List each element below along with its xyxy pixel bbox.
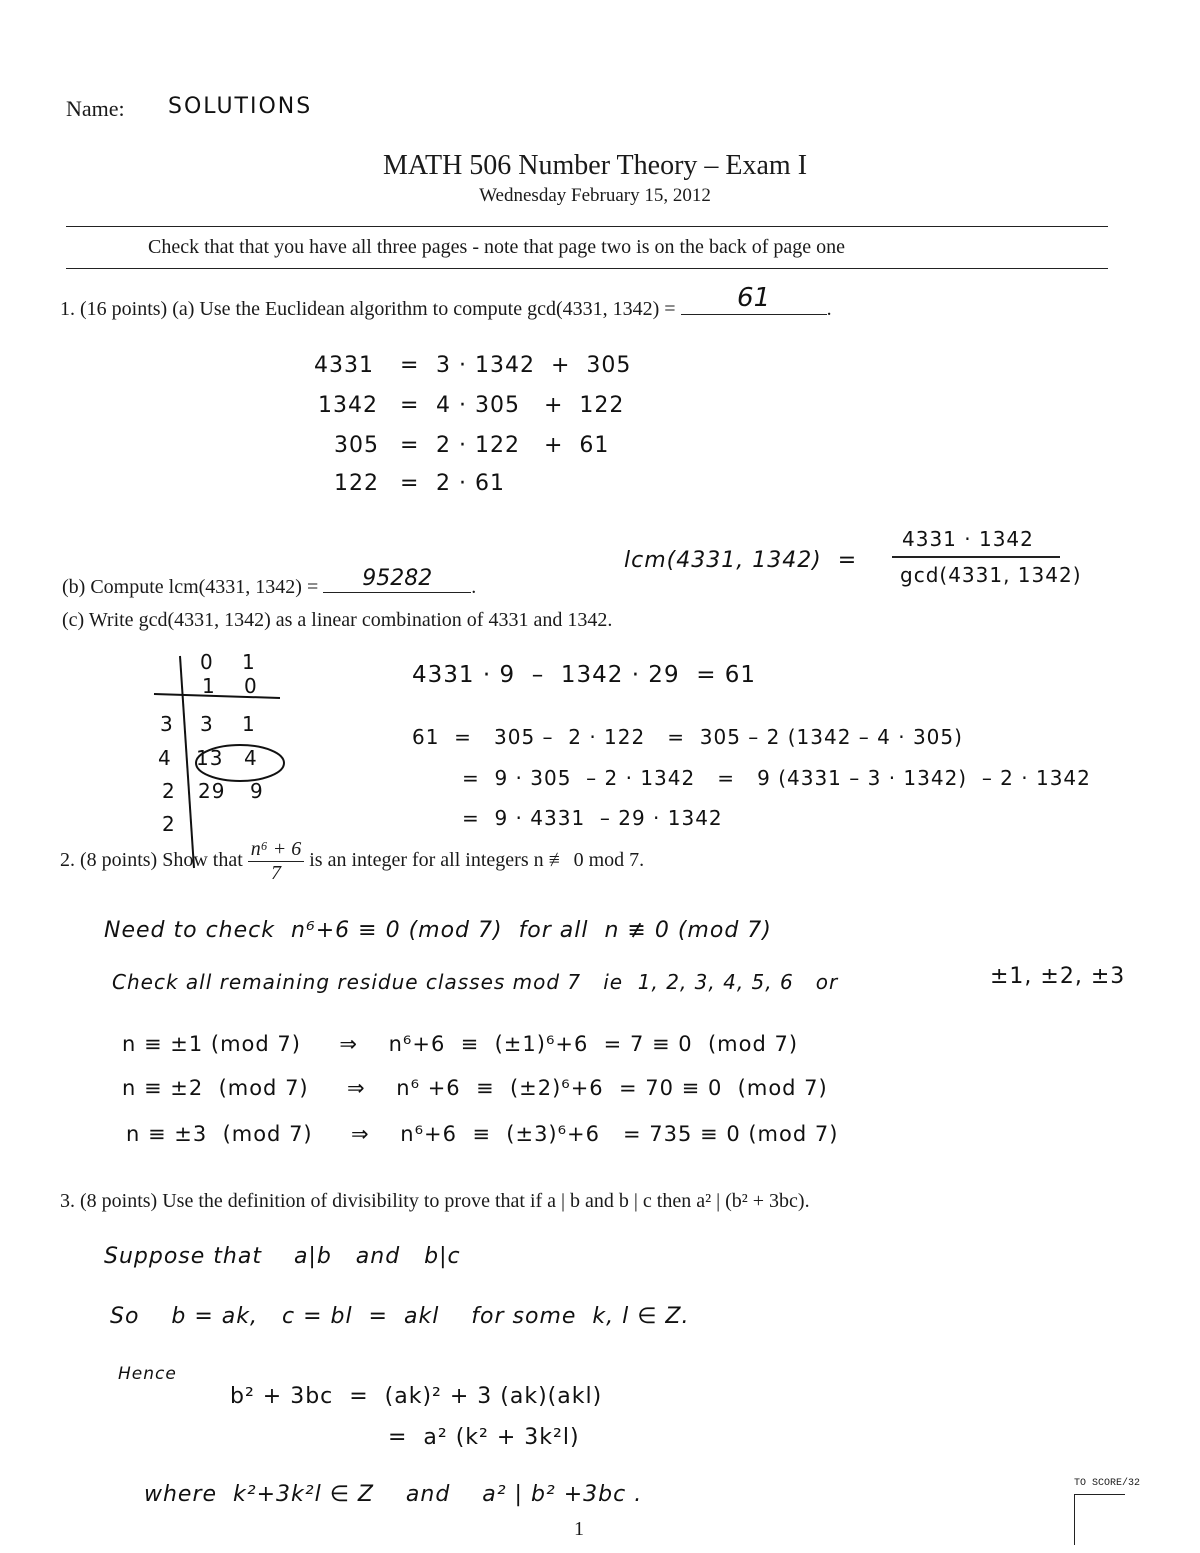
name-label: Name: <box>66 96 125 121</box>
table-r2-b: 0 <box>244 674 258 698</box>
table-a-2: 29 <box>198 779 226 803</box>
q2-fraction <box>248 838 304 885</box>
euclid-rhs-1: 4 · 305 + 122 <box>436 393 625 418</box>
euclid-lhs-1: 1342 <box>318 393 378 418</box>
q2-line-0: Need to check n⁶+6 ≡ 0 (mod 7) for all n ≢ 0 (mod 7) <box>104 918 772 943</box>
table-q-3: 2 <box>162 812 176 836</box>
table-r1-b: 1 <box>242 650 256 674</box>
lcm-fraction-bar <box>892 556 1060 558</box>
table-q-2: 2 <box>162 779 176 803</box>
page-number: 1 <box>574 1518 584 1540</box>
q1a-prompt-text: 1. (16 points) (a) Use the Euclidean algorithm to compute gcd(4331, 1342) = <box>60 298 676 320</box>
table-b-1: 4 <box>244 746 258 770</box>
q2-line-1: Check all remaining residue classes mod 7 ie 1, 2, 3, 4, 5, 6 or <box>112 970 839 994</box>
euclid-rhs-0: 3 · 1342 + 305 <box>436 353 632 378</box>
q2-fraction-num: n⁶ + 6 <box>248 838 304 862</box>
table-a-0: 3 <box>200 712 214 736</box>
q1a-prompt: 1. (16 points) (a) Use the Euclidean algorithm to compute gcd(4331, 1342) = 61 . <box>60 283 832 320</box>
euclid-eq-1: = <box>400 393 420 418</box>
q2-prompt-pre: 2. (8 points) Show that <box>60 849 243 872</box>
exam-title: MATH 506 Number Theory – Exam I <box>382 150 808 181</box>
bottom-rule <box>66 268 1108 269</box>
q1b-prompt-text: (b) Compute lcm(4331, 1342) = <box>62 576 319 598</box>
q2-prompt <box>60 838 644 885</box>
q3-prompt: 3. (8 points) Use the definition of divisibility to prove that if a | b and b | c then a² | (b² + 3bc). <box>60 1190 810 1212</box>
name-value: SOLUTIONS <box>168 94 313 119</box>
score-box <box>1074 1494 1125 1545</box>
euclid-lhs-3: 122 <box>334 471 379 496</box>
back-sub-2: = 9 · 4331 – 29 · 1342 <box>462 806 723 830</box>
q2-prompt-post: is an integer for all integers n ≢ 0 mod 7. <box>309 849 645 872</box>
q3-line-5: where k²+3k²l ∈ Z and a² | b² +3bc . <box>144 1482 643 1507</box>
euclid-eq-2: = <box>400 433 420 458</box>
euclid-eq-0: = <box>400 353 420 378</box>
q1a-answer: 61 <box>737 283 771 313</box>
linear-combination: 4331 · 9 – 1342 · 29 = 61 <box>412 662 757 688</box>
euclid-eq-3: = <box>400 471 420 496</box>
table-r2-a: 1 <box>202 674 216 698</box>
score-label: TO SCORE/32 <box>1074 1478 1141 1489</box>
q2-fraction-den: 7 <box>271 862 281 884</box>
q1b-answer-blank <box>323 566 471 593</box>
q3-line-0: Suppose that a|b and b|c <box>104 1244 461 1269</box>
lcm-formula-lhs: lcm(4331, 1342) = <box>624 548 858 573</box>
euclid-rhs-3: 2 · 61 <box>436 471 505 496</box>
table-a-1: 13 <box>196 746 224 770</box>
lcm-formula-den: gcd(4331, 1342) <box>900 563 1082 587</box>
back-sub-0: 61 = 305 – 2 · 122 = 305 – 2 (1342 – 4 · 305) <box>412 725 963 749</box>
q1b-prompt: (b) Compute lcm(4331, 1342) = 95282 . <box>62 566 477 598</box>
instructions: Check that that you have all three pages - note that page two is on the back of page one <box>148 236 845 258</box>
euclid-rhs-2: 2 · 122 + 61 <box>436 433 610 458</box>
euclid-lhs-2: 305 <box>334 433 379 458</box>
q3-line-4: = a² (k² + 3k²l) <box>388 1425 580 1450</box>
table-q-0: 3 <box>160 712 174 736</box>
euclid-lhs-0: 4331 <box>314 353 374 378</box>
q3-line-2: Hence <box>118 1364 177 1384</box>
exam-date: Wednesday February 15, 2012 <box>479 185 711 206</box>
q3-line-1: So b = ak, c = bl = akl for some k, l ∈ Z. <box>110 1304 690 1329</box>
q1c-prompt: (c) Write gcd(4331, 1342) as a linear combination of 4331 and 1342. <box>62 609 613 631</box>
table-q-1: 4 <box>158 746 172 770</box>
q1a-answer-blank <box>681 283 827 315</box>
q2-line-5: n ≡ ±3 (mod 7) ⇒ n⁶+6 ≡ (±3)⁶+6 = 735 ≡ 0 (mod 7) <box>126 1122 839 1146</box>
q2-line-2: ±1, ±2, ±3 <box>990 964 1126 989</box>
q1b-answer: 95282 <box>362 566 433 591</box>
table-r1-a: 0 <box>200 650 214 674</box>
table-b-0: 1 <box>242 712 256 736</box>
back-sub-1: = 9 · 305 – 2 · 1342 = 9 (4331 – 3 · 1342) – 2 · 1342 <box>462 766 1091 790</box>
q2-line-4: n ≡ ±2 (mod 7) ⇒ n⁶ +6 ≡ (±2)⁶+6 = 70 ≡ 0 (mod 7) <box>122 1076 828 1100</box>
table-b-2: 9 <box>250 779 264 803</box>
top-rule <box>66 226 1108 227</box>
q2-line-3: n ≡ ±1 (mod 7) ⇒ n⁶+6 ≡ (±1)⁶+6 = 7 ≡ 0 (mod 7) <box>122 1032 799 1056</box>
lcm-formula-num: 4331 · 1342 <box>902 527 1034 551</box>
q3-line-3: b² + 3bc = (ak)² + 3 (ak)(akl) <box>230 1384 603 1409</box>
